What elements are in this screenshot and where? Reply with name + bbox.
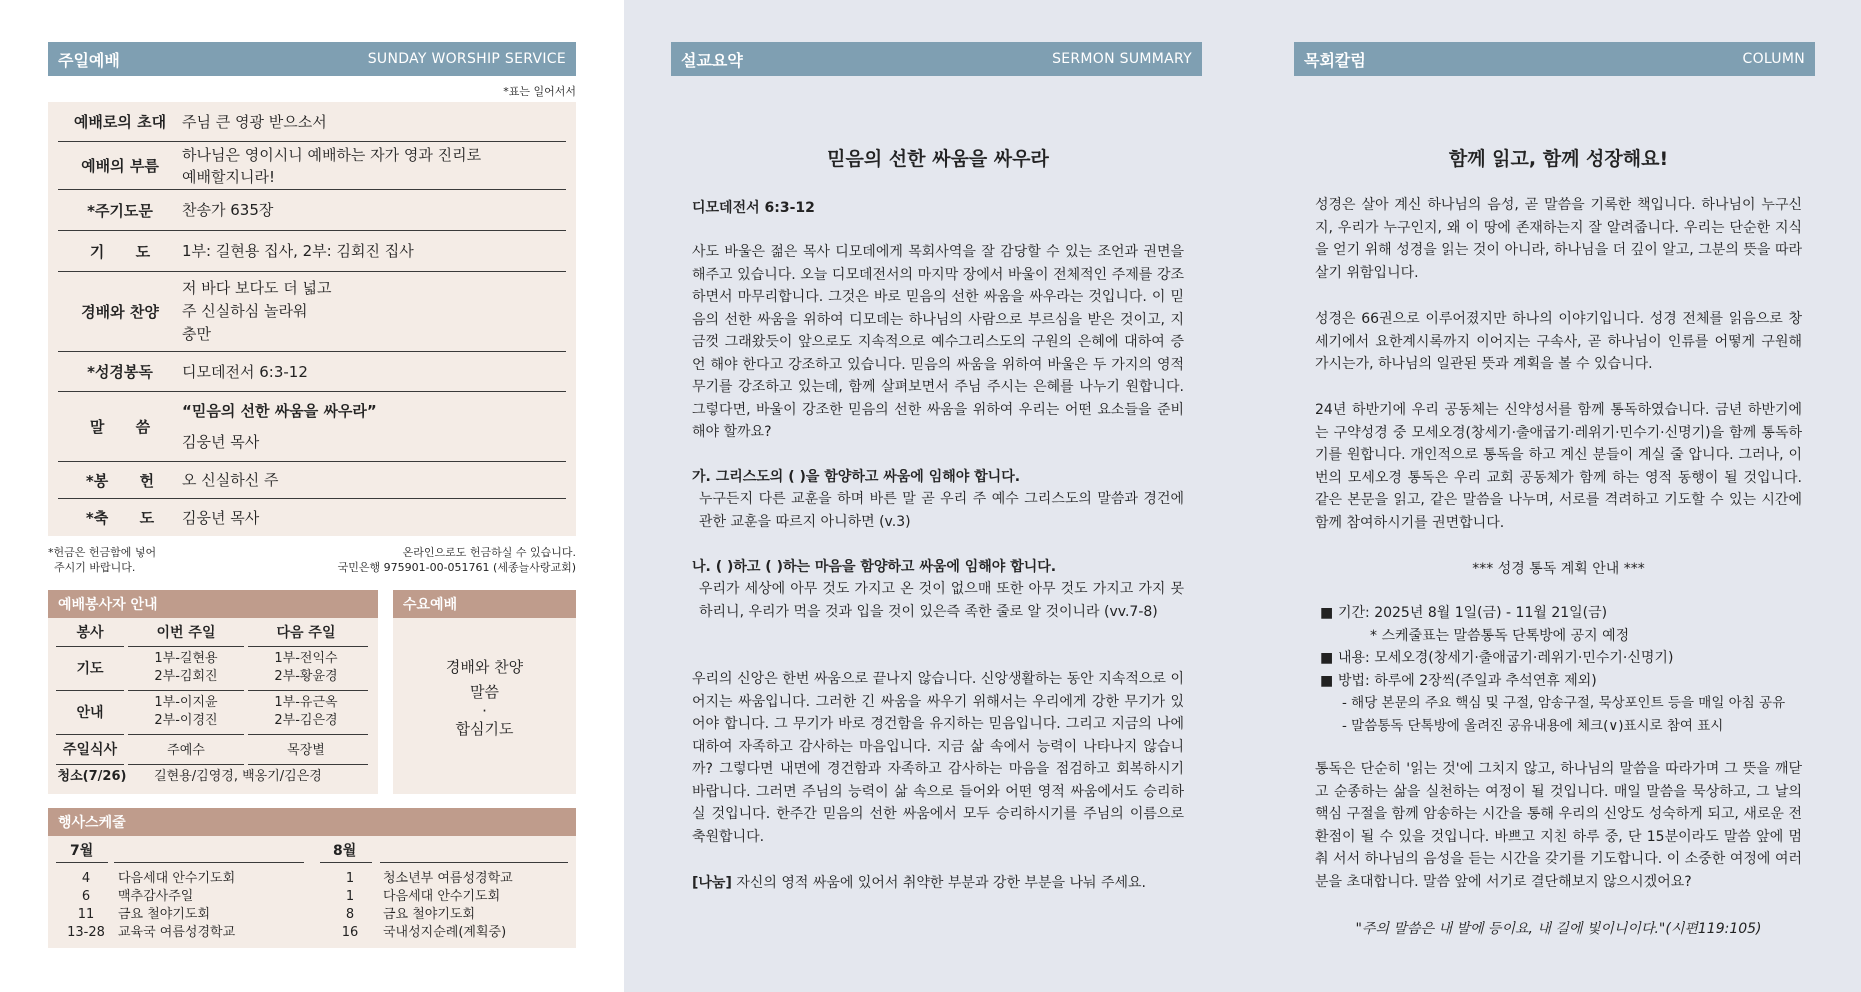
servers-this-week: [128, 650, 244, 686]
worship-header-ko: 주일예배: [58, 50, 120, 70]
order-row-benediction: [58, 499, 566, 536]
sermon-scripture: 디모데전서 6:3-12: [692, 200, 815, 216]
wednesday-item: 합심기도: [455, 720, 514, 738]
sermon-share: [692, 872, 1184, 895]
divider: [248, 690, 368, 691]
schedule-day: 8: [345, 907, 355, 922]
servers-col-this: 이번 주일: [156, 625, 216, 641]
wednesday-item: 경배와 찬양: [445, 658, 524, 676]
servers-this-week: 주예수: [167, 743, 205, 758]
servers-role: 기도: [76, 661, 104, 677]
order-value: [182, 469, 278, 491]
schedule-day: 4: [81, 871, 91, 886]
share-text: 자신의 영적 싸움에 있어서 취약한 부분과 강한 부분을 나눠 주세요.: [736, 875, 1146, 891]
wednesday-header: 수요예배: [393, 590, 576, 618]
sermon-point-b-body: 우리가 세상에 아무 것도 가지고 온 것이 없으매 또한 아무 것도 가지고 가지 못하리니, 우리가 먹을 것과 입을 것이 있은즉 족한 줄로 알 것이니라 (vv.7-8): [699, 581, 1184, 620]
divider: [56, 734, 124, 735]
order-value: [182, 144, 481, 188]
schedule-event: 맥추감사주일: [118, 889, 194, 904]
order-line: 오 신실하신 주: [182, 471, 279, 489]
plan-item: [1320, 647, 1816, 670]
plan-text: 기간: 2025년 8월 1일(금) - 11월 21일(금): [1338, 605, 1608, 621]
divider: [56, 690, 124, 691]
offering-note-line: 주시기 바랍니다.: [54, 561, 136, 574]
column-paragraph: 성경은 66권으로 이루어졌지만 하나의 이야기입니다. 성경 전체를 읽음으로 창세기에서 요한계시록까지 이어지는 구속사, 곧 하나님이 인류를 어떻게 구원해 가시는가, 하나님의 일관된 뜻과 계획을 볼 수 있습니다.: [1315, 311, 1802, 372]
order-row-invitation: [58, 102, 566, 142]
sermon-header-ko: 설교요약: [681, 50, 743, 70]
order-line: 주 신실하심 놀라워: [182, 302, 308, 320]
divider: [128, 690, 244, 691]
offering-note-line: 온라인으로도 헌금하실 수 있습니다.: [402, 546, 576, 559]
order-line: 디모데전서 6:3-12: [182, 362, 308, 381]
divider: [56, 764, 124, 765]
order-label: 기 도: [89, 242, 151, 261]
schedule-event: 금요 철야기도회: [118, 907, 211, 922]
schedule-july-label: 7월: [70, 843, 94, 859]
sermon-header-en: SERMON SUMMARY: [1052, 51, 1192, 67]
schedule-aug-events: [383, 870, 513, 942]
sermon-title: 믿음의 선한 싸움을 싸우라: [827, 148, 1049, 170]
order-label: *성경봉독: [87, 363, 153, 381]
order-value: [182, 361, 308, 383]
divider: [248, 646, 368, 647]
divider: [56, 862, 108, 863]
servers-this-week: [128, 694, 244, 730]
offering-note-left: [48, 545, 156, 575]
divider: [248, 764, 368, 765]
order-line: 김웅년 목사: [182, 508, 260, 527]
server-name: 2부-김회진: [154, 669, 218, 684]
order-line: 찬송가 635장: [182, 201, 274, 219]
order-value: [182, 277, 331, 346]
plan-item: [1320, 670, 1816, 693]
plan-text: 내용: 모세오경(창세기·출애굽기·레위기·민수기·신명기): [1338, 650, 1674, 666]
divider: [128, 646, 244, 647]
order-value: [182, 507, 259, 529]
schedule-event: 다음세대 안수기도회: [118, 871, 236, 886]
order-line: 김웅년 목사: [182, 432, 260, 451]
bank-account: 국민은행 975901-00-051761 (세종늘사랑교회): [337, 561, 576, 574]
servers-role: 안내: [76, 705, 104, 721]
order-row-praise: [58, 272, 566, 352]
order-label: 말 씀: [89, 418, 151, 436]
order-line: 충만: [182, 325, 211, 343]
order-row-lords-prayer: [58, 190, 566, 231]
bullet-icon: ■: [1320, 605, 1334, 621]
divider: [114, 862, 304, 863]
server-name: 1부-이지윤: [154, 695, 218, 710]
divider: [128, 764, 244, 765]
offering-note-line: *헌금은 헌금함에 넣어: [48, 546, 157, 559]
schedule-aug-label: 8월: [333, 843, 357, 859]
wednesday-item: 말씀: [470, 683, 499, 701]
schedule-event: 교육국 여름성경학교: [118, 925, 236, 940]
plan-title: *** 성경 통독 계획 안내 ***: [1472, 561, 1645, 577]
plan-list: [1320, 602, 1816, 737]
server-name: 1부-유근옥: [274, 695, 338, 710]
schedule-day: 16: [341, 925, 359, 940]
schedule-day: 11: [77, 907, 95, 922]
column-header-ko: 목회칼럼: [1304, 50, 1366, 70]
sermon-point-a-body: 누구든지 다른 교훈을 하며 바른 말 곧 우리 주 예수 그리스도의 말씀과 경건에 관한 교훈을 따르지 아니하면 (v.3): [699, 491, 1184, 530]
schedule-event: 청소년부 여름성경학교: [383, 871, 513, 886]
schedule-july-days: [56, 870, 116, 942]
stand-note: *표는 일어서서: [503, 85, 576, 98]
order-value: [182, 396, 377, 458]
order-value: [182, 111, 327, 133]
schedule-header: 행사스케줄: [48, 808, 576, 836]
sermon-point-b-title: 나. ( )하고 ( )하는 마음을 함양하고 싸움에 임해야 합니다.: [692, 559, 1057, 575]
divider: [380, 862, 568, 863]
order-line: 주님 큰 영광 받으소서: [182, 112, 327, 131]
column-header-en: COLUMN: [1742, 51, 1805, 67]
column-paragraph: 24년 하반기에 우리 공동체는 신약성서를 함께 통독하였습니다. 금년 하반기에는 구약성경 중 모세오경(창세기·출애굽기·레위기·민수기·신명기)을 함께 통독하기를 원합니다. 개인적으로 통독을 하고 계신 분들이 계실 줄 압니다. 그러나, 이번의 모세오경 통독은 우리 교회 공동체가 함께 하는 영적 동행이 될 것입니다. 같은 본문을 읽고, 같은 말씀을 나누며, 서로를 격려하고 기도할 수 있는 시간에 함께 참여하시기를 권면합니다.: [1315, 402, 1802, 531]
schedule-event: 다음세대 안수기도회: [383, 889, 501, 904]
order-label: 경배와 찬양: [81, 303, 159, 321]
column-paragraph: 통독은 단순히 '읽는 것'에 그치지 않고, 하나님의 말씀을 따라가며 그 뜻을 깨닫고 순종하는 삶을 실천하는 여정이 될 것입니다. 매일 말씀을 묵상하고, 그 날의 핵심 구절을 함께 암송하는 시간을 통해 우리의 신앙도 성숙하게 되고, 새로운 전환점이 될 수 있을 것입니다. 바쁘고 지친 하루 중, 단 15분이라도 말씀 앞에 멈춰 서서 하나님의 음성을 듣는 시간을 갖기를 기도합니다. 이 소중한 여정에 여러분을 초대합니다. 말씀 앞에 서기로 결단해보지 않으시겠어요?: [1315, 761, 1802, 890]
order-line: 1부: 길현용 집사, 2부: 김회진 집사: [182, 242, 414, 260]
column-quote: "주의 말씀은 내 발에 등이요, 내 길에 빛이니이다."(시편119:105): [1355, 921, 1762, 937]
bullet-icon: ■: [1320, 650, 1334, 666]
sermon-title-line: “믿음의 선한 싸움을 싸우라”: [182, 401, 377, 420]
sermon-header: [671, 42, 1202, 76]
schedule-july-events: [118, 870, 235, 942]
order-label: 예배의 부름: [81, 157, 159, 175]
schedule-day: 6: [81, 889, 91, 904]
order-label: *축 도: [85, 509, 155, 527]
divider: [56, 646, 124, 647]
servers-header: 예배봉사자 안내: [48, 590, 378, 618]
schedule-day: 1: [345, 871, 355, 886]
order-label: *봉 헌: [85, 471, 155, 490]
order-row-offering: [58, 462, 566, 499]
divider: [248, 734, 368, 735]
servers-role: 주일식사: [62, 742, 118, 758]
worship-order: [48, 102, 576, 536]
order-value: [182, 199, 273, 221]
schedule-event: 국내성지순례(계획중): [383, 925, 507, 940]
plan-sub: - 말씀통독 단톡방에 올려진 공유내용에 체크(∨)표시로 참여 표시: [1342, 717, 1724, 734]
plan-note: * 스케줄표는 말씀통독 단톡방에 공지 예정: [1370, 627, 1630, 644]
order-row-sermon: [58, 392, 566, 462]
schedule-aug-days: [320, 870, 380, 942]
servers-next-week: 목장별: [287, 743, 325, 758]
servers-next-week: [248, 650, 364, 686]
divider: [128, 734, 244, 735]
share-label: [나눔]: [692, 875, 732, 891]
server-name: 2부-이경진: [154, 713, 218, 728]
servers-col-role: 봉사: [76, 625, 104, 641]
divider: [320, 862, 372, 863]
schedule-event: 금요 철야기도회: [383, 907, 476, 922]
order-line: 예배할지니라!: [182, 167, 275, 186]
sermon-point-a-title: 가. 그리스도의 ( )을 함양하고 싸움에 임해야 합니다.: [692, 469, 1021, 485]
schedule-day: 1: [345, 889, 355, 904]
servers-next-week: [248, 694, 364, 730]
order-value: [182, 240, 414, 262]
column-paragraph: 성경은 살아 계신 하나님의 음성, 곧 말씀을 기록한 책입니다. 하나님이 누구신지, 우리가 누구인지, 왜 이 땅에 존재하는지 잘 알려줍니다. 우리는 단순한 지식을 얻기 위해 성경을 읽는 것이 아니라, 하나님을 더 깊이 알고, 그분의 뜻을 따라 살기 위함입니다.: [1315, 197, 1802, 281]
plan-text: 방법: 하루에 2장씩(주일과 추석연휴 제외): [1338, 672, 1597, 689]
order-line: 하나님은 영이시니 예배하는 자가 영과 진리로: [182, 145, 482, 164]
server-name: 1부-전익수: [274, 651, 338, 666]
offering-note-right: [300, 545, 576, 575]
order-label: *주기도문: [87, 201, 153, 220]
wednesday-list: [393, 655, 576, 742]
order-row-call: [58, 142, 566, 190]
worship-header: [48, 42, 576, 76]
order-line: 저 바다 보다도 더 넓고: [182, 279, 332, 297]
servers-cleaning: 길현용/김영경, 백옹기/김은경: [154, 769, 322, 784]
sermon-intro: 사도 바울은 젊은 목사 디모데에게 목회사역을 잘 감당할 수 있는 조언과 권면을 해주고 있습니다. 오늘 디모데전서의 마지막 장에서 바울이 전체적인 주제를 강조하면서 마무리합니다. 그것은 바로 믿음의 선한 싸움을 싸우라는 것입니다. 이 믿음의 선한 싸움을 위하여 디모데는 하나님의 사람으로 부르심을 받은 것이고, 지금껏 그래왔듯이 앞으로도 지속적으로 예수그리스도의 구원의 은혜에 대하여 증언 해야 한다고 강조하고 있습니다. 믿음의 싸움을 위하여 바울은 두 가지의 영적 무기를 강조하고 있는데, 함께 살펴보면서 주님 주시는 은혜를 나누기 원합니다. 그렇다면, 바울이 강조한 믿음의 선한 싸움을 위하여 우리는 어떤 요소들을 준비해야 할까요?: [692, 244, 1184, 440]
plan-sub: - 해당 본문의 주요 핵심 및 구절, 암송구절, 묵상포인트 등을 매일 아침 공유: [1342, 695, 1786, 711]
server-name: 2부-김은경: [274, 713, 338, 728]
bullet-icon: ■: [1320, 672, 1334, 689]
sermon-conclusion: 우리의 신앙은 한번 싸움으로 끝나지 않습니다. 신앙생활하는 동안 지속적으로 이어지는 싸움입니다. 그러한 긴 싸움을 싸우기 위해서는 우리에게 강한 무기가 있어야 합니다. 그 무기가 바로 경건함을 유지하는 믿음입니다. 그리고 지금의 나에 대하여 자족하고 감사하는 마음입니다. 지금 삶 속에서 능력이 나타나지 않습니까? 그렇다면 내면에 경건함과 자족하고 감사하는 마음을 점검하고 회복하시기 바랍니다. 그러면 주님의 능력이 삶 속으로 들어와 어떤 영적 싸움에서도 승리하실 것입니다. 한주간 믿음의 선한 싸움에서 모두 승리하시기를 주님의 이름으로 축원합니다.: [692, 671, 1184, 845]
worship-header-en: SUNDAY WORSHIP SERVICE: [367, 51, 566, 67]
order-label: 예배로의 초대: [73, 113, 167, 131]
schedule-day: 13-28: [67, 925, 105, 940]
servers-col-next: 다음 주일: [276, 625, 336, 641]
server-name: 2부-황윤경: [274, 669, 338, 684]
servers-role: 청소(7/26): [57, 769, 127, 784]
server-name: 1부-길현용: [154, 651, 218, 666]
plan-item: [1320, 602, 1816, 625]
wednesday-item: ·: [482, 702, 487, 720]
order-row-prayer: [58, 231, 566, 272]
column-header: [1294, 42, 1815, 76]
column-title: 함께 읽고, 함께 성장해요!: [1448, 148, 1669, 170]
order-row-scripture: [58, 352, 566, 392]
